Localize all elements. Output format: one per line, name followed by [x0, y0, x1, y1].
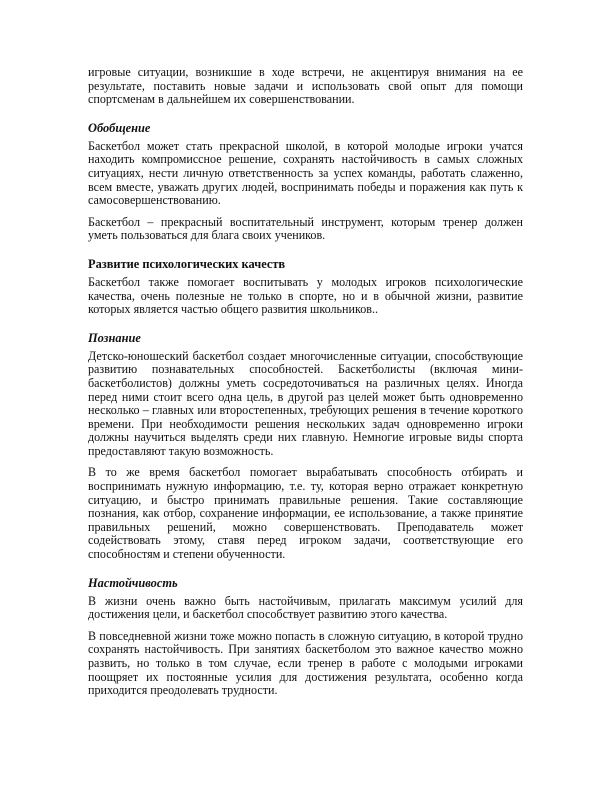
psychology-paragraph-1: Баскетбол также помогает воспитывать у молодых игроков психологические качества, очень полезные не только в спорте, но и в обычной жизни, развитие которых является частью общего развития школьников..: [88, 274, 523, 317]
cognition-paragraph-2: В то же время баскетбол помогает вырабатывать способность отбирать и воспринимать нужную информацию, т.е. ту, которая верно отражает конкретную ситуацию, и быстро принимать правильные решения. Такие составляющие познания, как отбор, сохранение информации, ее использование, а также принятие правильных решений, можно совершенствовать. Преподаватель может содействовать этому, ставя перед игроком задачи, соответствующие его способностям и степени обученности.: [88, 465, 523, 562]
section-heading-psychology: Развитие психологических качеств: [88, 256, 286, 271]
section-heading-cognition: Познание: [88, 330, 141, 345]
document-page: [88, 66, 523, 698]
generalization-paragraph-2: Баскетбол – прекрасный воспитательный инструмент, которым тренер должен уметь пользоваться для блага своих учеников.: [88, 214, 523, 243]
intro-paragraph: игровые ситуации, возникшие в ходе встречи, не акцентируя внимания на ее результате, поставить новые задачи и использовать свой опыт для помощи спортсменам в дальнейшем их совершенствовании.: [88, 65, 523, 107]
section-heading-generalization: Обобщение: [88, 120, 151, 135]
section-heading-persistence: Настойчивость: [88, 575, 178, 590]
generalization-paragraph-1: Баскетбол может стать прекрасной школой, в которой молодые игроки учатся находить компромиссное решение, сохранять настойчивость в самых сложных ситуациях, нести личную ответственность за успех команды, работать слаженно, всем вместе, уважать других людей, воспринимать победы и поражения как путь к самосовершенствованию.: [88, 138, 523, 208]
persistence-paragraph-2: В повседневной жизни тоже можно попасть в сложную ситуацию, в которой трудно сохранять настойчивость. При занятиях баскетболом это важное качество можно развить, но только в том случае, если тренер в работе с молодыми игроками поощряет их постоянные усилия для достижения результата, особенно когда приходится преодолевать трудности.: [88, 628, 523, 698]
cognition-paragraph-1: Детско-юношеский баскетбол создает многочисленные ситуации, способствующие развитию познавательных способностей. Баскетболисты (включая мини-баскетболистов) должны уметь сосредоточиваться на различных целях. Иногда перед ними стоит всего одна цель, в другой раз целей может быть одновременно несколько – главных или второстепенных, требующих решения в течение короткого времени. При необходимости решения нескольких задач одновременно игроки должны научиться выделять среди них главную. Немногие игровые виды спорта предоставляют такую возможность.: [88, 348, 523, 458]
persistence-paragraph-1: В жизни очень важно быть настойчивым, прилагать максимум усилий для достижения цели, и баскетбол способствует развитию этого качества.: [88, 593, 523, 622]
